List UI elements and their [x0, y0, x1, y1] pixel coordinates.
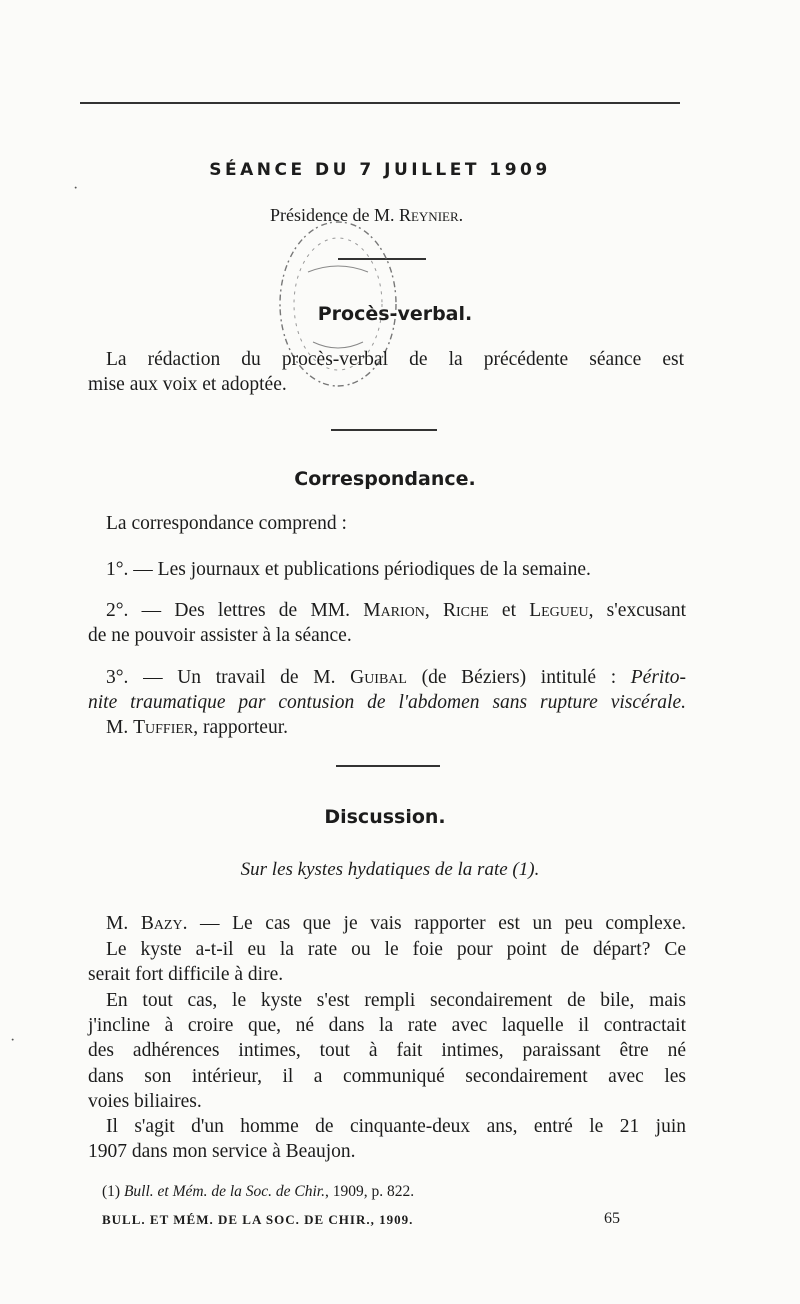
page-number: 65 — [604, 1210, 620, 1227]
correspondance-item-3-line-3 — [106, 717, 288, 739]
section-rule — [331, 429, 437, 431]
name-marion: Marion — [363, 600, 425, 621]
item-2-sep: , — [424, 600, 444, 621]
name-riche: Riche — [443, 600, 489, 621]
correspondance-heading: Correspondance. — [294, 468, 476, 490]
discussion-subheading — [0, 859, 780, 881]
presidence-line — [270, 205, 463, 226]
discussion-line: serait fort difficile à dire. — [88, 964, 284, 985]
presidence-prefix: Présidence de M. — [270, 205, 399, 225]
correspondance-item-3-line-1 — [106, 667, 686, 689]
name-bazy: Bazy — [140, 913, 183, 934]
discussion-first-text: . — Le cas que je vais rapporter est un peu complexe. — [182, 913, 686, 934]
footnote — [102, 1183, 414, 1201]
item-3-prefix: 3°. — Un travail de M. — [106, 667, 351, 688]
discussion-line: 1907 dans mon service à Beaujon. — [88, 1141, 356, 1162]
section-rule — [336, 765, 440, 767]
speaker-prefix: M. — [106, 913, 141, 934]
rapporteur-suffix: , rapporteur. — [193, 717, 289, 738]
name-tuffier: Tuffier — [133, 717, 194, 738]
item-3-title-end: nite traumatique par contusion de l'abdomen sans rupture viscérale. — [88, 692, 686, 713]
correspondance-item-2-line-1 — [106, 600, 686, 622]
name-legueu: Legueu — [529, 600, 589, 621]
proces-verbal-line-1: La rédaction du procès-verbal de la précédente séance est — [106, 349, 684, 370]
correspondance-item-2-line-2: de ne pouvoir assister à la séance. — [88, 625, 352, 646]
discussion-line: j'incline à croire que, né dans la rate avec laquelle il contractait — [88, 1015, 686, 1036]
item-2-sep: et — [488, 600, 530, 621]
footnote-number: (1) — [102, 1183, 124, 1200]
item-3-title-start: Périto- — [630, 667, 686, 688]
footnote-citation: , 1909, p. 822. — [324, 1183, 415, 1200]
discussion-first-line — [106, 913, 686, 935]
discussion-line: Le kyste a-t-il eu la rate ou le foie pour point de départ? Ce — [106, 939, 686, 960]
proces-verbal-heading: Procès-verbal. — [317, 303, 473, 325]
subheading-italic: Sur les kystes hydatiques de la rate — [240, 859, 508, 880]
discussion-line: voies biliaires. — [88, 1091, 202, 1112]
discussion-line: Il s'agit d'un homme de cinquante-deux ans, entré le 21 juin — [106, 1116, 686, 1137]
footnote-ref: (1). — [507, 859, 540, 880]
name-guibal: Guibal — [350, 667, 407, 688]
running-footer: BULL. ET MÉM. DE LA SOC. DE CHIR., 1909. — [102, 1212, 414, 1227]
margin-speck: · — [73, 180, 79, 197]
item-2-prefix: 2°. — Des lettres de MM. — [106, 600, 364, 621]
discussion-line: des adhérences intimes, tout à fait intimes, paraissant être né — [88, 1040, 686, 1061]
item-2-suffix: , s'excusant — [588, 600, 687, 621]
rapporteur-prefix: M. — [106, 717, 134, 738]
correspondance-item-1: 1°. — Les journaux et publications périodiques de la semaine. — [106, 559, 591, 580]
proces-verbal-line-2: mise aux voix et adoptée. — [88, 374, 287, 395]
discussion-heading: Discussion. — [324, 806, 446, 828]
discussion-line: En tout cas, le kyste s'est rempli secondairement de bile, mais — [106, 990, 686, 1011]
item-3-mid: (de Béziers) intitulé : — [406, 667, 631, 688]
president-name: Reynier. — [398, 205, 464, 225]
discussion-line: dans son intérieur, il a communiqué secondairement avec les — [88, 1066, 686, 1087]
correspondance-item-3-line-2 — [88, 692, 686, 714]
page-title: SÉANCE DU 7 JUILLET 1909 — [209, 160, 551, 180]
top-rule — [80, 102, 680, 104]
correspondance-intro: La correspondance comprend : — [106, 513, 347, 534]
section-rule — [338, 258, 426, 260]
footnote-source: Bull. et Mém. de la Soc. de Chir. — [123, 1183, 325, 1200]
margin-speck: · — [10, 1032, 16, 1049]
